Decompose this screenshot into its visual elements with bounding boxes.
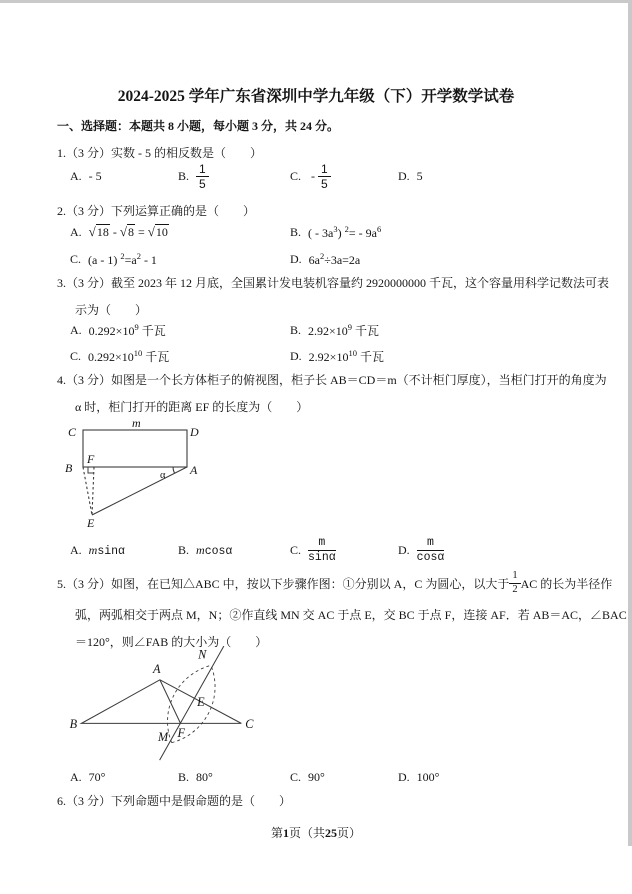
formula: ( - $3a^3$) $^2= - 9a^6$: [308, 223, 382, 240]
formula: mcosα: [196, 542, 233, 558]
formula: $0.292\times 10^9$ 千瓦: [88, 321, 166, 338]
right-angle-mark: [88, 467, 94, 473]
triangle-abc: [81, 680, 241, 724]
question-3-option-c: C. $0.292\times 10^{10}$ 千瓦: [70, 347, 170, 364]
fraction: $\frac{1}{2}$: [509, 571, 520, 595]
current-page-number: 1: [282, 826, 289, 840]
question-4-option-d: D. $\frac{m}{\cos\alpha}$: [398, 536, 445, 564]
vertex-label-d: D: [190, 425, 199, 439]
vertex-label-f: F: [87, 452, 95, 466]
fraction: $\frac{1}{5}$: [318, 163, 331, 190]
dashed-door-line-b-e: [83, 467, 92, 515]
radical-icon: √: [147, 224, 155, 239]
question-3-stem-line-1: 3.（3 分）截至 2023 年 12 月底，全国累计发电装机容量约 2920000000 千瓦，这个容量用科学记数法可表: [57, 276, 610, 290]
question-3-option-d: D. $2.92\times 10^{10}$ 千瓦: [290, 347, 384, 364]
fraction: $\frac{m}{\sin\alpha}$: [308, 536, 336, 564]
angle-alpha-arc: [173, 467, 175, 473]
question-3-options-row-2: [0, 344, 632, 368]
segment-a-f: [160, 680, 181, 724]
cabinet-figure-labels: [65, 417, 199, 529]
section-header: 一、选择题：本题共 8 小题，每小题 3 分，共 24 分。: [57, 119, 340, 133]
question-4-option-a: A. msinα: [70, 542, 125, 558]
question-3-stem-line-2: 示为（ ）: [75, 303, 148, 317]
question-1-stem: 1.（3 分）实数 - 5 的相反数是（ ）: [57, 146, 262, 160]
vertex-label-a: A: [153, 662, 161, 677]
question-1-option-d: D. 5: [398, 168, 423, 183]
vertex-label-e: E: [87, 516, 95, 529]
question-6-stem: 6.（3 分）下列命题中是假命题的是（ ）: [57, 794, 292, 808]
question-4-stem-line-1: 4.（3 分）如图是一个长方体柜子的俯视图，柜子长 AB＝CD＝m（不计柜门厚度），当柜门打开的角度为: [57, 373, 607, 387]
question-2-stem: 2.（3 分）下列运算正确的是（ ）: [57, 204, 256, 218]
open-door-line-a-e: [92, 467, 187, 515]
question-4-option-c: C. $\frac{m}{\sin\alpha}$: [290, 536, 336, 564]
fraction: $\frac{m}{\cos\alpha}$: [416, 536, 445, 564]
formula: msinα: [88, 542, 125, 558]
total-page-count: 25: [325, 826, 337, 840]
point-label-f: F: [177, 725, 186, 740]
question-5-option-a: A. 70°: [70, 769, 106, 784]
page-edge-right: [628, 0, 632, 846]
fraction: $\frac{1}{5}$: [196, 163, 209, 190]
formula: $2.92\times 10^{10}$ 千瓦: [308, 347, 384, 364]
cabinet-figure-lines: [83, 430, 187, 515]
dashed-perpendicular-f-e: [92, 467, 94, 515]
vertex-label-a: A: [190, 463, 198, 477]
radical-icon: √: [88, 224, 96, 239]
question-5-options: [0, 766, 632, 788]
question-1-option-a: A. - 5: [70, 168, 102, 183]
question-2-option-a: A. √18 - √8 = √10: [70, 224, 168, 239]
question-5-option-c: C. 90°: [290, 769, 325, 784]
radical-icon: √: [119, 224, 127, 239]
question-2-options-row-2: [0, 247, 632, 271]
question-4-stem-line-2: α 时，柜门打开的距离 EF 的长度为（ ）: [75, 400, 309, 414]
vertex-label-c: C: [245, 717, 254, 732]
question-5-stem-line-3: ＝120°，则∠FAB 的大小为（ ）: [75, 635, 268, 649]
vertex-label-b: B: [65, 461, 73, 475]
formula: $0.292\times 10^{10}$ 千瓦: [88, 347, 170, 364]
triangle-construction-figure: [52, 646, 258, 769]
formula: √18 - √8 = √10: [88, 224, 168, 239]
question-4-option-b: B. mcosα: [178, 542, 233, 558]
vertex-label-b: B: [69, 717, 78, 732]
angle-label-alpha: α: [160, 470, 166, 481]
question-5-stem-line-2: 弧，两弧相交于两点 M，N；②作直线 MN 交 AC 于点 E，交 BC 于点 F，连接 AF．若 AB＝AC，∠BAC: [75, 608, 627, 622]
question-4-options: [0, 532, 632, 568]
formula: $6a^2\div 3a=2a$: [308, 250, 361, 267]
question-5-option-d: D. 100°: [398, 769, 440, 784]
point-label-n: N: [198, 647, 207, 662]
question-2-options-row-1: [0, 220, 632, 244]
page-title: 2024-2025 学年广东省深圳中学九年级（下）开学数学试卷: [117, 88, 515, 105]
question-1-options: [0, 159, 632, 193]
triangle-figure-labels: [70, 648, 255, 744]
length-label-m: m: [132, 417, 141, 430]
question-1-option-b: B. $\frac{1}{5}$: [178, 159, 209, 193]
page-footer: 第1页（共25页）: [270, 826, 362, 840]
formula: (a - 1) $^2=a^2 - 1$: [88, 250, 157, 267]
cabinet-rectangle: [83, 430, 187, 467]
question-3-options-row-1: [0, 318, 632, 342]
question-3-option-b: B. $2.92\times 10^9$ 千瓦: [290, 321, 380, 338]
vertex-label-c: C: [68, 425, 77, 439]
cabinet-top-view-figure: [48, 417, 233, 534]
point-label-m: M: [157, 729, 169, 744]
point-label-e: E: [197, 695, 205, 709]
line-m-n: [160, 646, 224, 760]
question-3-option-a: A. $0.292\times 10^9$ 千瓦: [70, 321, 166, 338]
question-2-option-c: C. (a - 1) $^2=a^2 - 1$: [70, 250, 157, 267]
question-5-stem-line-1: 5.（3 分）如图，在已知△ABC 中，按以下步骤作图：①分别以 A，C 为圆心，以大于 $\frac{1}{2}$ AC 的长为半径作: [57, 570, 613, 595]
formula: $2.92\times 10^9$ 千瓦: [308, 321, 380, 338]
page-edge-top: [0, 0, 632, 3]
question-1-option-c: C. - $\frac{1}{5}$: [290, 159, 331, 193]
question-5-option-b: B. 80°: [178, 769, 213, 784]
question-2-option-b: B. ( - $3a^3$) $^2= - 9a^6$: [290, 223, 382, 240]
question-2-option-d: D. $6a^2\div 3a=2a$: [290, 250, 361, 267]
